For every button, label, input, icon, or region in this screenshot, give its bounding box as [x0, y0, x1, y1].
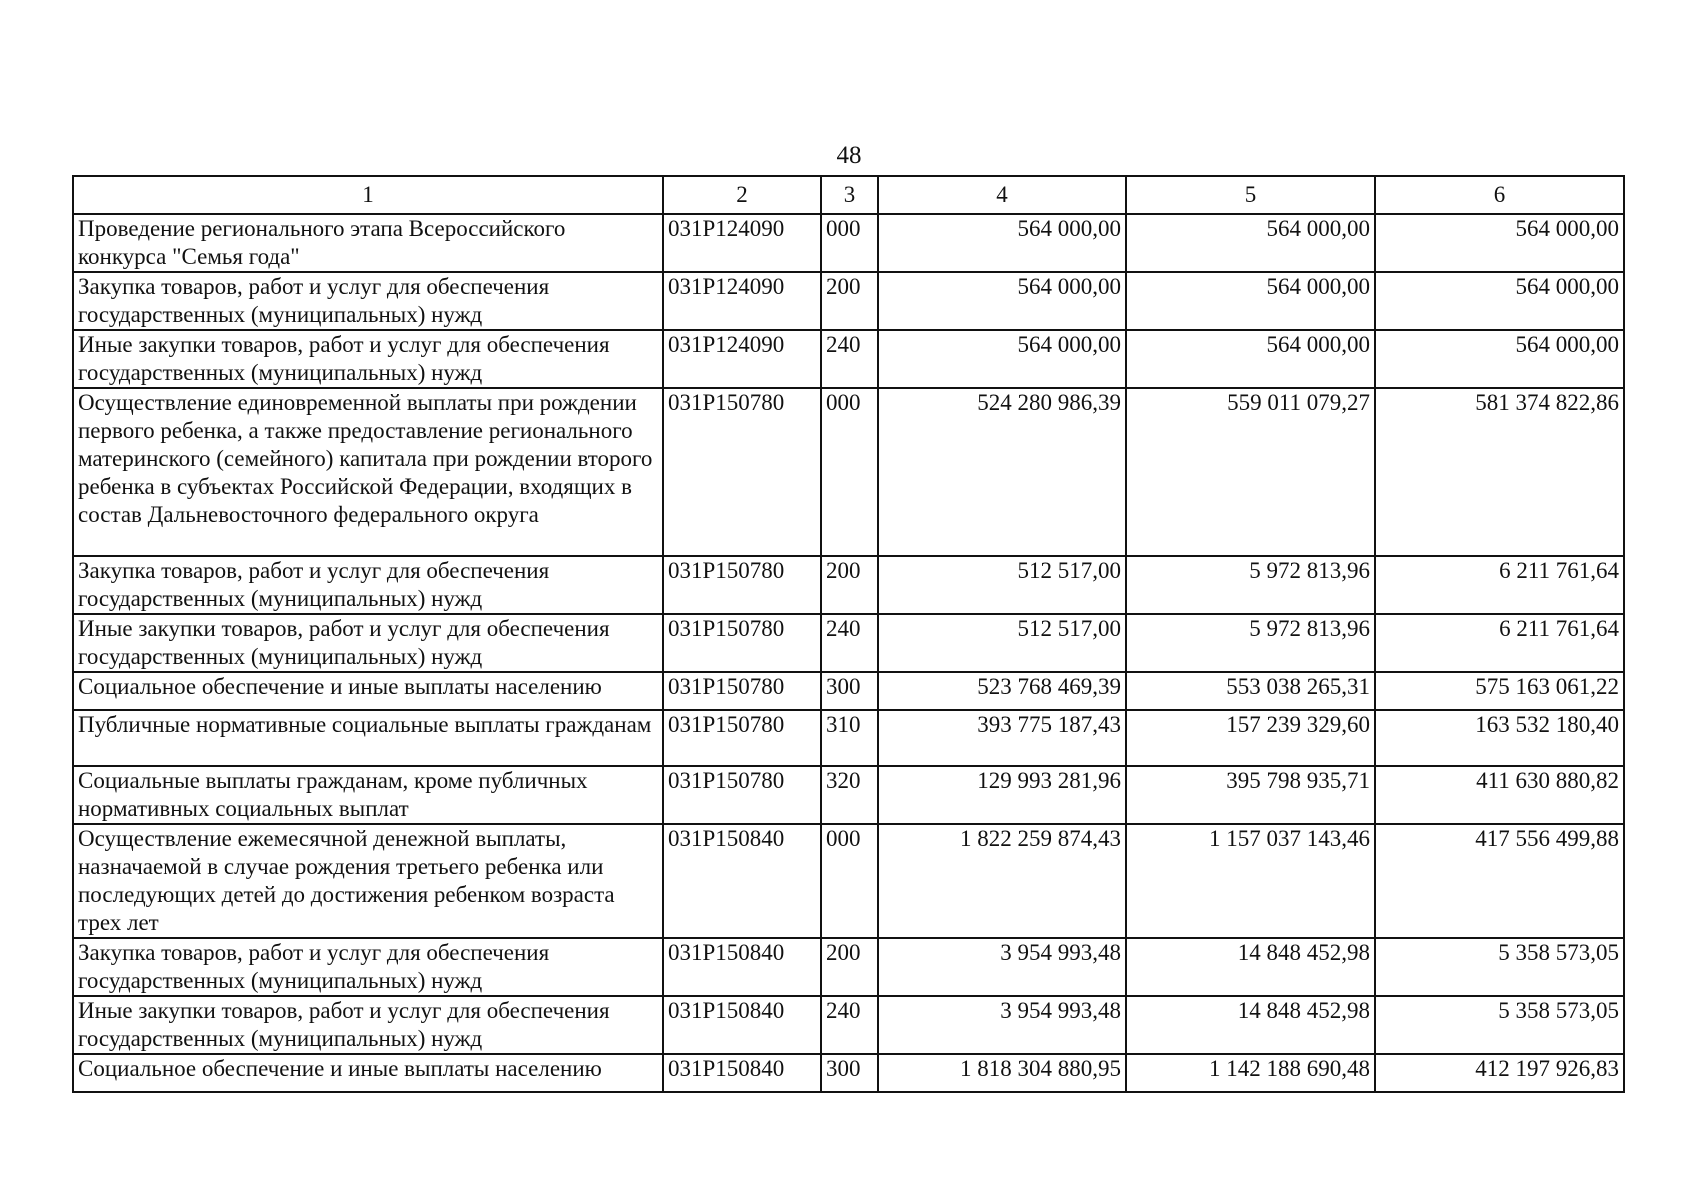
row-name-cell: Проведение регионального этапа Всероссийского конкурса "Семья года": [73, 214, 663, 272]
header-cell-3: 3: [821, 176, 878, 214]
table-row: [73, 710, 1624, 766]
header-cell-4: 4: [878, 176, 1126, 214]
row-type-cell: 200: [821, 272, 878, 330]
row-code-cell: 031P124090: [663, 272, 821, 330]
row-value-5-cell: 553 038 265,31: [1126, 672, 1375, 710]
row-value-6-cell: 564 000,00: [1375, 272, 1624, 330]
row-code-cell: 031P150780: [663, 614, 821, 672]
row-type-cell: 240: [821, 614, 878, 672]
row-value-4-cell: 512 517,00: [878, 614, 1126, 672]
row-code-cell: 031P124090: [663, 330, 821, 388]
row-type-cell: 000: [821, 214, 878, 272]
row-code-cell: 031P150840: [663, 996, 821, 1054]
row-value-4-cell: 1 822 259 874,43: [878, 824, 1126, 938]
row-code-cell: 031P150840: [663, 938, 821, 996]
header-cell-6: 6: [1375, 176, 1624, 214]
row-value-5-cell: 1 142 188 690,48: [1126, 1054, 1375, 1092]
row-type-cell: 200: [821, 938, 878, 996]
table-row: [73, 614, 1624, 672]
row-value-4-cell: 564 000,00: [878, 272, 1126, 330]
header-cell-2: 2: [663, 176, 821, 214]
row-value-5-cell: 14 848 452,98: [1126, 938, 1375, 996]
row-name-cell: Публичные нормативные социальные выплаты гражданам: [73, 710, 663, 766]
row-value-4-cell: 393 775 187,43: [878, 710, 1126, 766]
row-value-6-cell: 6 211 761,64: [1375, 614, 1624, 672]
table-row: [73, 672, 1624, 710]
table-row: [73, 766, 1624, 824]
row-value-4-cell: 523 768 469,39: [878, 672, 1126, 710]
row-type-cell: 300: [821, 672, 878, 710]
table-row: [73, 556, 1624, 614]
row-code-cell: 031P150780: [663, 388, 821, 556]
header-row: [73, 176, 1624, 214]
row-code-cell: 031P150780: [663, 710, 821, 766]
row-name-cell: Закупка товаров, работ и услуг для обеспечения государственных (муниципальных) нужд: [73, 938, 663, 996]
row-code-cell: 031P150780: [663, 672, 821, 710]
row-code-cell: 031P150780: [663, 556, 821, 614]
row-name-cell: Социальные выплаты гражданам, кроме публичных нормативных социальных выплат: [73, 766, 663, 824]
row-code-cell: 031P124090: [663, 214, 821, 272]
row-value-5-cell: 5 972 813,96: [1126, 556, 1375, 614]
table-row: [73, 996, 1624, 1054]
page-number: 48: [836, 142, 862, 169]
row-value-5-cell: 14 848 452,98: [1126, 996, 1375, 1054]
row-type-cell: 000: [821, 388, 878, 556]
table-row: [73, 214, 1624, 272]
row-value-6-cell: 575 163 061,22: [1375, 672, 1624, 710]
row-type-cell: 310: [821, 710, 878, 766]
row-value-6-cell: 412 197 926,83: [1375, 1054, 1624, 1092]
header-cell-5: 5: [1126, 176, 1375, 214]
row-value-6-cell: 5 358 573,05: [1375, 938, 1624, 996]
row-name-cell: Осуществление единовременной выплаты при рождении первого ребенка, а также предоставление регионального материнского (семейного) капитала при рождении второго ребенка в субъектах Российской Федерации, входящих в состав Дальневосточного федерального округа: [73, 388, 663, 556]
row-value-5-cell: 564 000,00: [1126, 272, 1375, 330]
row-value-4-cell: 3 954 993,48: [878, 938, 1126, 996]
row-code-cell: 031P150840: [663, 1054, 821, 1092]
row-value-6-cell: 564 000,00: [1375, 330, 1624, 388]
table-row: [73, 824, 1624, 938]
row-value-5-cell: 564 000,00: [1126, 214, 1375, 272]
row-value-6-cell: 417 556 499,88: [1375, 824, 1624, 938]
row-value-5-cell: 564 000,00: [1126, 330, 1375, 388]
row-value-4-cell: 512 517,00: [878, 556, 1126, 614]
table-row: [73, 938, 1624, 996]
row-value-6-cell: 5 358 573,05: [1375, 996, 1624, 1054]
row-name-cell: Осуществление ежемесячной денежной выплаты, назначаемой в случае рождения третьего ребенка или последующих детей до достижения ребенком возраста трех лет: [73, 824, 663, 938]
row-value-6-cell: 581 374 822,86: [1375, 388, 1624, 556]
row-value-5-cell: 395 798 935,71: [1126, 766, 1375, 824]
header-cell-1: 1: [73, 176, 663, 214]
row-value-5-cell: 559 011 079,27: [1126, 388, 1375, 556]
table-row: [73, 388, 1624, 556]
row-name-cell: Закупка товаров, работ и услуг для обеспечения государственных (муниципальных) нужд: [73, 556, 663, 614]
table-header: [73, 176, 1624, 214]
row-name-cell: Иные закупки товаров, работ и услуг для обеспечения государственных (муниципальных) нужд: [73, 996, 663, 1054]
row-value-6-cell: 411 630 880,82: [1375, 766, 1624, 824]
row-value-6-cell: 163 532 180,40: [1375, 710, 1624, 766]
row-value-4-cell: 564 000,00: [878, 330, 1126, 388]
row-value-5-cell: 5 972 813,96: [1126, 614, 1375, 672]
row-value-4-cell: 3 954 993,48: [878, 996, 1126, 1054]
row-name-cell: Социальное обеспечение и иные выплаты населению: [73, 1054, 663, 1092]
row-name-cell: Социальное обеспечение и иные выплаты населению: [73, 672, 663, 710]
budget-table: [72, 175, 1625, 1093]
row-type-cell: 200: [821, 556, 878, 614]
row-value-4-cell: 564 000,00: [878, 214, 1126, 272]
row-code-cell: 031P150780: [663, 766, 821, 824]
row-type-cell: 000: [821, 824, 878, 938]
table-body: [73, 214, 1624, 1092]
row-value-6-cell: 6 211 761,64: [1375, 556, 1624, 614]
table-row: [73, 1054, 1624, 1092]
row-value-5-cell: 157 239 329,60: [1126, 710, 1375, 766]
row-value-4-cell: 524 280 986,39: [878, 388, 1126, 556]
row-value-6-cell: 564 000,00: [1375, 214, 1624, 272]
row-type-cell: 240: [821, 996, 878, 1054]
row-value-5-cell: 1 157 037 143,46: [1126, 824, 1375, 938]
row-type-cell: 300: [821, 1054, 878, 1092]
row-value-4-cell: 1 818 304 880,95: [878, 1054, 1126, 1092]
table-row: [73, 272, 1624, 330]
row-name-cell: Закупка товаров, работ и услуг для обеспечения государственных (муниципальных) нужд: [73, 272, 663, 330]
row-code-cell: 031P150840: [663, 824, 821, 938]
row-type-cell: 320: [821, 766, 878, 824]
row-name-cell: Иные закупки товаров, работ и услуг для обеспечения государственных (муниципальных) нужд: [73, 614, 663, 672]
row-value-4-cell: 129 993 281,96: [878, 766, 1126, 824]
table-row: [73, 330, 1624, 388]
row-name-cell: Иные закупки товаров, работ и услуг для обеспечения государственных (муниципальных) нужд: [73, 330, 663, 388]
row-type-cell: 240: [821, 330, 878, 388]
